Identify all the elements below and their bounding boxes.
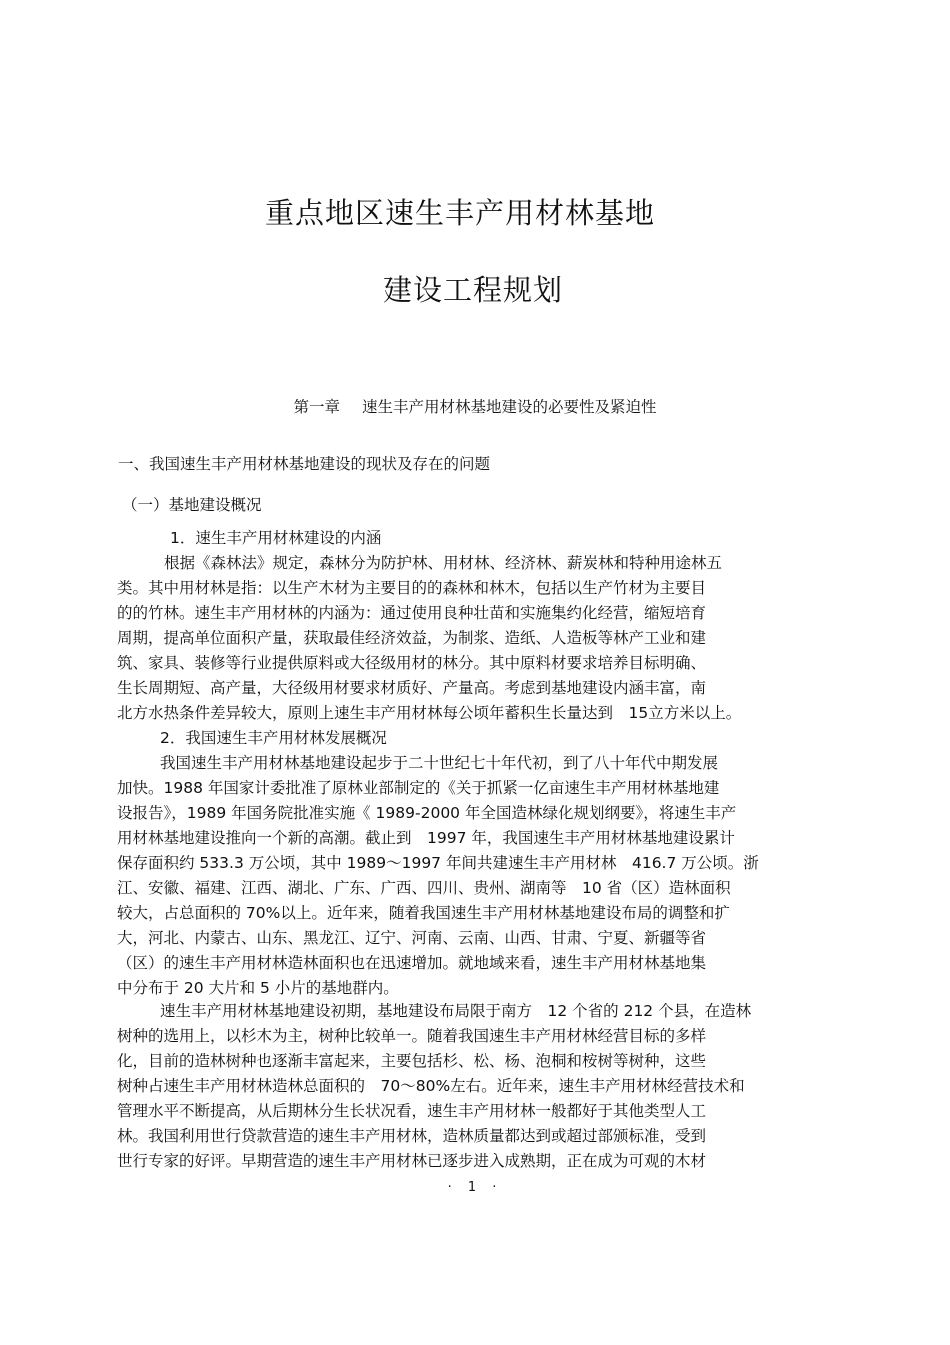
- paragraph-line: 较大，占总面积的 70%以上。近年来，随着我国速生丰产用材林基地建设布局的调整和扩: [117, 904, 730, 922]
- paragraph-2: [117, 751, 857, 1001]
- paragraph-line: 大，河北、内蒙古、山东、黑龙江、辽宁、河南、云南、山西、甘肃、宁夏、新疆等省: [117, 929, 707, 947]
- paragraph-line: （区）的速生丰产用材林造林面积也在迅速增加。就地域来看，速生丰产用材林基地集: [117, 954, 707, 972]
- paragraph-line: 生长周期短、高产量，大径级用材要求材质好、产量高。考虑到基地建设内涵丰富，南: [117, 679, 707, 697]
- paragraph-line: 加快。1988 年国家计委批准了原林业部制定的《关于抓紧一亿亩速生丰产用材林基地建: [117, 779, 720, 797]
- paragraph-3: [117, 999, 857, 1174]
- paragraph-line: 树种的选用上，以杉木为主，树种比较单一。随着我国速生丰产用材林经营目标的多样: [117, 1027, 707, 1045]
- page-number: · 1 ·: [447, 1180, 503, 1195]
- paragraph-line: 世行专家的好评。早期营造的速生丰产用材林已逐步进入成熟期，正在成为可观的木材: [117, 1152, 707, 1170]
- paragraph-line: 中分布于 20 大片和 5 小片的基地群内。: [117, 979, 399, 997]
- paragraph-line: 北方水热条件差异较大，原则上速生丰产用材林每公顷年蓄积生长量达到 15立方米以上。: [117, 704, 742, 722]
- document-title-line-1: 重点地区速生丰产用材林基地: [264, 196, 655, 230]
- paragraph-line: 类。其中用材林是指：以生产木材为主要目的的森林和林木，包括以生产竹材为主要目: [117, 579, 707, 597]
- paragraph-line: 林。我国利用世行贷款营造的速生丰产用材林，造林质量都达到或超过部颁标准，受到: [117, 1127, 707, 1145]
- paragraph-line: 速生丰产用材林基地建设初期，基地建设布局限于南方 12 个省的 212 个县，在造林: [160, 1002, 752, 1020]
- paragraph-line: 化，目前的造林树种也逐渐丰富起来，主要包括杉、松、杨、泡桐和桉树等树种，这些: [117, 1052, 707, 1070]
- paragraph-line: 周期，提高单位面积产量，获取最佳经济效益，为制浆、造纸、人造板等林产工业和建: [117, 629, 707, 647]
- section-heading: 一、我国速生丰产用材林基地建设的现状及存在的问题: [118, 455, 491, 473]
- paragraph-line: 设报告》，1989 年国务院批准实施《 1989-2000 年全国造林绿化规划纲要》，将速生丰产: [117, 804, 737, 822]
- subtopic-heading-1: 1．速生丰产用材林建设的内涵: [170, 529, 382, 547]
- paragraph-line: 保存面积约 533.3 万公顷，其中 1989～1997 年间共建速生丰产用材林 416.7 万公顷。浙: [117, 854, 759, 872]
- paragraph-line: 江、安徽、福建、江西、湖北、广东、广西、四川、贵州、湖南等 10 省（区）造林面积: [117, 879, 731, 897]
- paragraph-line: 的的竹林。速生丰产用材林的内涵为：通过使用良种壮苗和实施集约化经营，缩短培育: [117, 604, 707, 622]
- subsection-heading: （一）基地建设概况: [122, 496, 262, 514]
- paragraph-line: 根据《森林法》规定，森林分为防护林、用材林、经济林、薪炭林和特种用途林五: [164, 554, 723, 572]
- paragraph-1: [117, 551, 857, 726]
- paragraph-line: 树种占速生丰产用材林造林总面积的 70～80%左右。近年来，速生丰产用材林经营技术和: [117, 1077, 745, 1095]
- paragraph-line: 管理水平不断提高，从后期林分生长状况看，速生丰产用材林一般都好于其他类型人工: [117, 1102, 707, 1120]
- paragraph-line: 用材林基地建设推向一个新的高潮。截止到 1997 年，我国速生丰产用材林基地建设累计: [117, 829, 735, 847]
- chapter-title: 速生丰产用材林基地建设的必要性及紧迫性: [362, 398, 657, 416]
- subtopic-heading-2: 2．我国速生丰产用材林发展概况: [160, 729, 387, 747]
- chapter-heading: [0, 396, 950, 418]
- paragraph-line: 筑、家具、装修等行业提供原料或大径级用材的林分。其中原料材要求培养目标明确、: [117, 654, 707, 672]
- paragraph-line: 我国速生丰产用材林基地建设起步于二十世纪七十年代初，到了八十年代中期发展: [160, 754, 719, 772]
- document-title-line-2: 建设工程规划: [382, 273, 563, 307]
- chapter-number: 第一章: [293, 398, 340, 416]
